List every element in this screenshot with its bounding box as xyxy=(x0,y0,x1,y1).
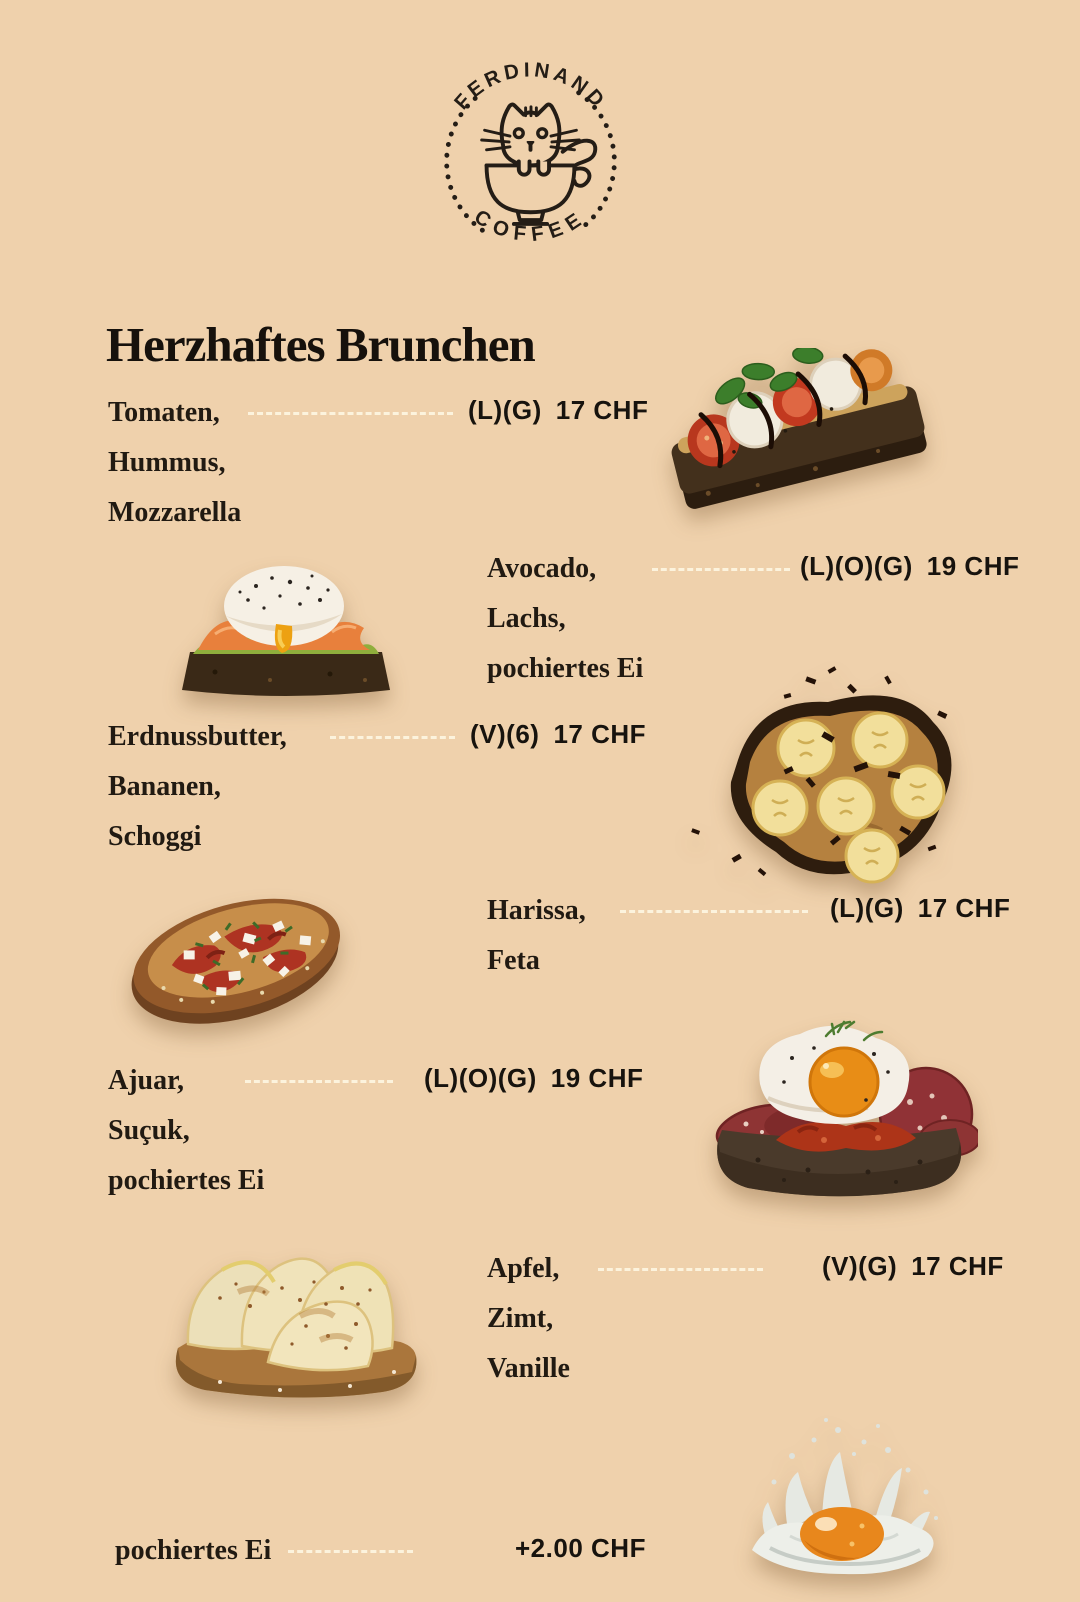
harissa-feta-toast-image xyxy=(112,872,362,1040)
diet-labels: (V)(G) xyxy=(822,1251,898,1281)
item-name-line: Tomaten, xyxy=(108,397,220,428)
menu-item-name xyxy=(487,544,643,694)
peanut-butter-banana-chocolate-toast-image xyxy=(688,660,968,885)
menu-item-name xyxy=(487,1244,570,1394)
item-price: 17 CHF xyxy=(553,719,647,749)
item-price: 17 CHF xyxy=(911,1251,1004,1281)
avocado-salmon-poached-egg-toast-image xyxy=(160,552,410,702)
dotted-leader xyxy=(598,1268,763,1271)
dotted-leader xyxy=(248,412,453,415)
egg-splash-image xyxy=(730,1398,955,1583)
item-name-line: Feta xyxy=(487,945,540,976)
item-name-line: Zimt, xyxy=(487,1303,554,1334)
diet-labels: (L)(G) xyxy=(468,395,542,425)
item-name-line: Erdnussbutter, xyxy=(108,721,287,752)
item-name-line: Mozzarella xyxy=(108,497,242,528)
item-name-line: pochiertes Ei xyxy=(487,653,644,684)
item-name-line: pochiertes Ei xyxy=(108,1165,265,1196)
dotted-leader xyxy=(620,910,808,913)
item-price: 19 CHF xyxy=(926,551,1020,581)
dotted-leader xyxy=(288,1550,413,1553)
menu-item-meta xyxy=(800,551,1019,582)
diet-labels: (V)(6) xyxy=(470,719,540,749)
item-name-line: Lachs, xyxy=(487,603,566,634)
addon-name xyxy=(115,1526,271,1576)
logo-arc-top-text: FERDINAND xyxy=(449,58,612,115)
menu-item-meta xyxy=(424,1063,643,1094)
menu-item-name xyxy=(487,886,586,986)
dotted-leader xyxy=(330,736,455,739)
item-name-line: Avocado, xyxy=(487,553,597,584)
diet-labels: (L)(O)(G) xyxy=(800,551,913,581)
diet-labels: (L)(O)(G) xyxy=(424,1063,537,1093)
dotted-leader xyxy=(245,1080,393,1083)
apple-cinnamon-vanilla-toast-image xyxy=(150,1232,425,1402)
menu-item-name xyxy=(108,1056,264,1206)
item-name-line: Schoggi xyxy=(108,821,202,852)
menu-item-meta xyxy=(830,893,1010,924)
addon-price xyxy=(515,1533,646,1564)
item-name-line: Ajuar, xyxy=(108,1065,184,1096)
ajvar-sucuk-poached-egg-toast-image xyxy=(688,992,978,1207)
dotted-leader xyxy=(652,568,790,571)
item-name-line: pochiertes Ei xyxy=(115,1535,272,1566)
cat-in-coffee-cup-icon xyxy=(428,52,633,270)
item-name-line: Bananen, xyxy=(108,771,221,802)
ferdinand-coffee-logo xyxy=(428,52,633,270)
item-price: 17 CHF xyxy=(555,395,649,425)
page-title: Herzhaftes Brunchen xyxy=(106,317,535,372)
menu-item-name xyxy=(108,388,241,538)
item-name-line: Hummus, xyxy=(108,447,226,478)
menu-item-name xyxy=(108,712,287,862)
item-name-line: Vanille xyxy=(487,1353,570,1384)
item-name-line: Suçuk, xyxy=(108,1115,190,1146)
menu-item-meta xyxy=(470,719,646,750)
tomato-mozzarella-basil-toast-image xyxy=(660,348,938,548)
menu-item-meta xyxy=(822,1251,1004,1282)
diet-labels: (L)(G) xyxy=(830,893,904,923)
menu-item-meta xyxy=(468,395,648,426)
item-price: 17 CHF xyxy=(917,893,1011,923)
item-name-line: Harissa, xyxy=(487,895,586,926)
item-price: +2.00 CHF xyxy=(515,1533,646,1563)
logo-arc-bottom-text: COFFEE xyxy=(470,205,591,247)
item-name-line: Apfel, xyxy=(487,1253,560,1284)
item-price: 19 CHF xyxy=(550,1063,644,1093)
